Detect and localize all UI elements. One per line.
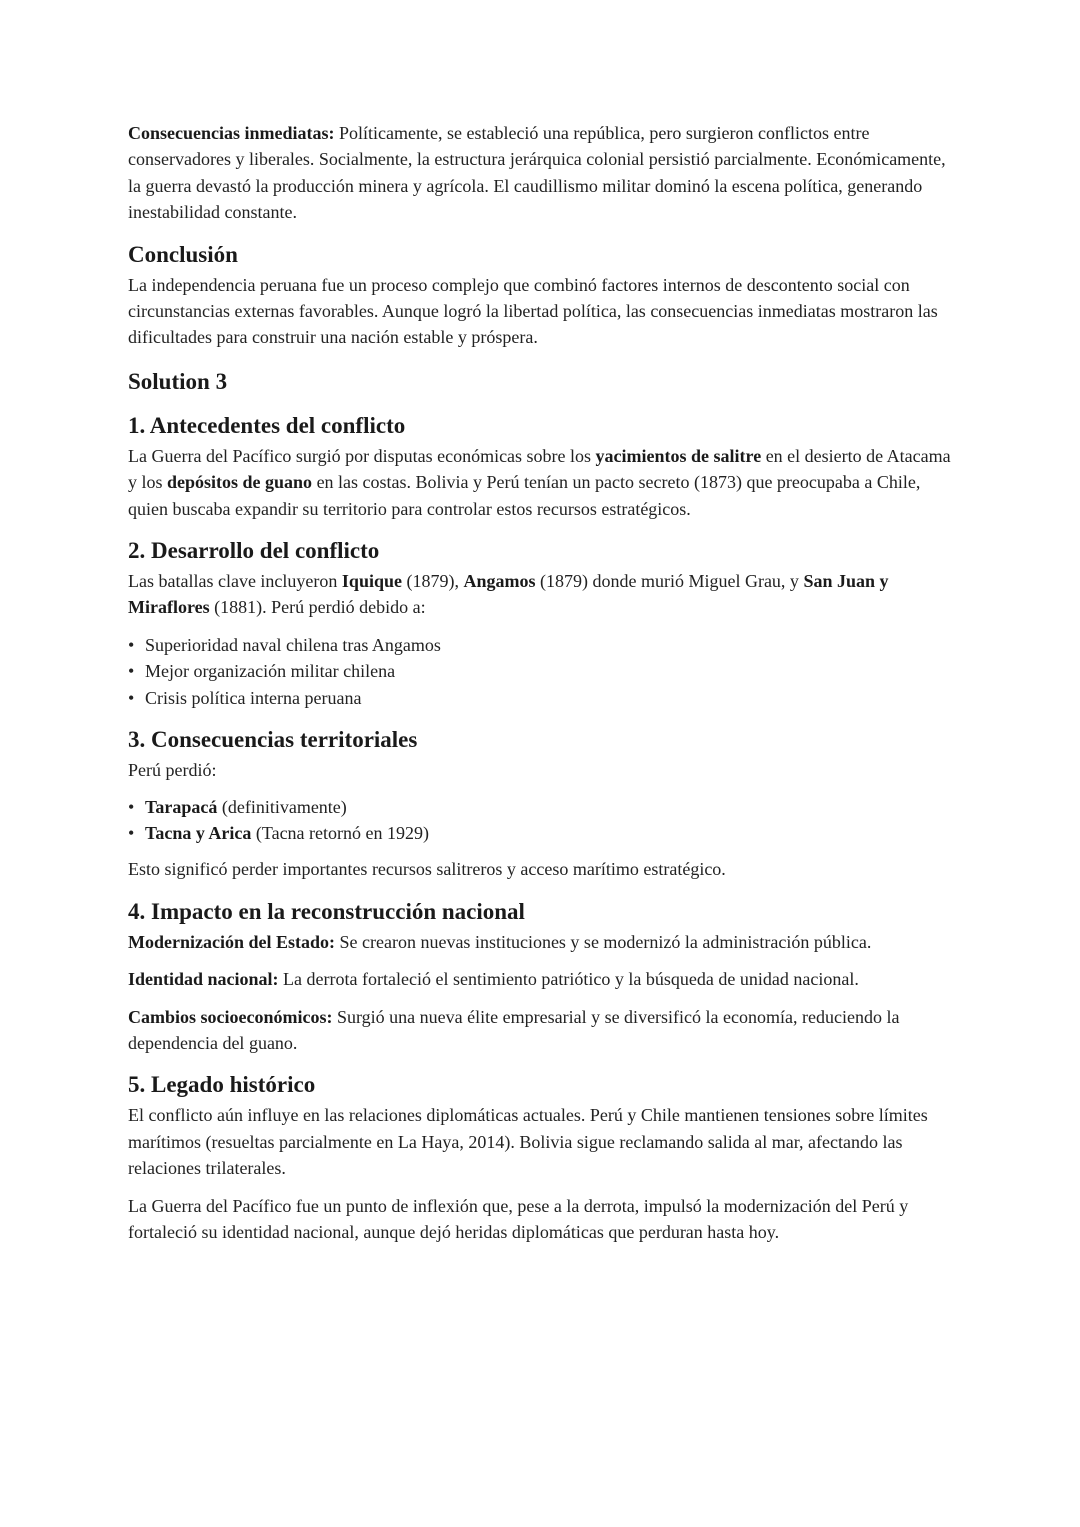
s1-text-1: La Guerra del Pacífico surgió por disputas económicas sobre los xyxy=(128,445,596,466)
s2-bold-angamos: Angamos xyxy=(463,571,536,592)
document-page xyxy=(128,120,958,1256)
list-item xyxy=(145,820,958,846)
section-1-paragraph xyxy=(128,443,958,522)
s2-text-3: (1879) donde murió Miguel Grau, y xyxy=(535,571,804,592)
list-item: • Mejor organización militar chilena xyxy=(145,658,958,684)
section-2-paragraph xyxy=(128,568,958,621)
s1-bold-salitre: yacimientos de salitre xyxy=(595,445,762,466)
consecuencias-paragraph xyxy=(128,120,958,226)
s2-bold-san-juan: San Juan y Miraflores xyxy=(128,571,889,618)
list-item-text: (Tacna retornó en 1929) xyxy=(251,822,430,843)
s2-text-1: Las batallas clave incluyeron xyxy=(128,571,342,592)
conclusion-paragraph: La independencia peruana fue un proceso complejo que combinó factores internos de descontento social con circunstancias externas favorables. Aunque logró la libertad política, las consecuencias inmediatas mostraron las dificultades para construir una nación estable y próspera. xyxy=(128,274,938,348)
s4-label: Cambios socioeconómicos: xyxy=(128,1006,333,1027)
s4-label: Identidad nacional: xyxy=(128,969,279,990)
list-item: • Superioridad naval chilena tras Angamos xyxy=(145,632,958,658)
section-1-heading: 1. Antecedentes del conflicto xyxy=(128,412,406,438)
s4-text: Se crearon nuevas instituciones y se modernizó la administración pública. xyxy=(335,931,872,952)
s1-text-2: en el desierto de Atacama y los xyxy=(128,445,951,493)
section-5-paragraph-2: La Guerra del Pacífico fue un punto de inflexión que, pese a la derrota, impulsó la modernización del Perú y fortaleció su identidad nacional, aunque dejó heridas diplomáticas que perduran hasta hoy. xyxy=(128,1195,909,1242)
s4-text: La derrota fortaleció el sentimiento patriótico y la búsqueda de unidad nacional. xyxy=(278,969,859,990)
s1-bold-guano: depósitos de guano xyxy=(167,472,313,493)
section-3-list xyxy=(128,794,958,847)
solution-heading: Solution 3 xyxy=(128,368,228,394)
list-item-text: (definitivamente) xyxy=(217,796,347,817)
section-3-heading: 3. Consecuencias territoriales xyxy=(128,727,418,753)
consecuencias-label: Consecuencias inmediatas: xyxy=(128,123,335,143)
s2-text-2: (1879), xyxy=(401,571,464,592)
list-item-bold: Tarapacá xyxy=(145,796,218,817)
section-4-heading: 4. Impacto en la reconstrucción nacional xyxy=(128,898,525,924)
section-3-closing: Esto significó perder importantes recursos salitreros y acceso marítimo estratégico. xyxy=(128,859,726,880)
section-4-paragraph-identidad xyxy=(128,966,958,992)
section-2-list xyxy=(128,632,958,711)
section-3-intro: Perú perdió: xyxy=(128,760,217,781)
section-2-heading: 2. Desarrollo del conflicto xyxy=(128,538,380,564)
section-4-paragraph-modernizacion xyxy=(128,929,958,955)
consecuencias-text: Políticamente, se estableció una república, pero surgieron conflictos entre conservadores y liberales. Socialmente, la estructura jerárquica colonial persistió parcialmente. Económicamente, la guerra devastó la producción minera y agrícola. El caudillismo militar dominó la escena política, generando inestabilidad constante. xyxy=(128,123,946,223)
s4-text: Surgió una nueva élite empresarial y se diversificó la economía, reduciendo la dependencia del guano. xyxy=(128,1006,900,1053)
section-5-paragraph-1: El conflicto aún influye en las relaciones diplomáticas actuales. Perú y Chile mantienen tensiones sobre límites marítimos (resueltas parcialmente en La Haya, 2014). Bolivia sigue reclamando salida al mar, afectando las relaciones trilaterales. xyxy=(128,1105,928,1179)
section-5-heading: 5. Legado histórico xyxy=(128,1072,316,1098)
list-item xyxy=(145,794,958,820)
list-item: • Crisis política interna peruana xyxy=(145,685,958,711)
list-item-bold: Tacna y Arica xyxy=(145,822,252,843)
s2-text-4: (1881). Perú perdió debido a: xyxy=(209,597,426,618)
s1-text-3: en las costas. Bolivia y Perú tenían un pacto secreto (1873) que preocupaba a Chile, quien buscaba expandir su territorio para controlar estos recursos estratégicos. xyxy=(128,472,921,519)
s2-bold-iquique: Iquique xyxy=(341,571,402,592)
conclusion-heading: Conclusión xyxy=(128,241,238,267)
section-4-paragraph-cambios xyxy=(128,1004,958,1057)
s4-label: Modernización del Estado: xyxy=(128,931,335,952)
